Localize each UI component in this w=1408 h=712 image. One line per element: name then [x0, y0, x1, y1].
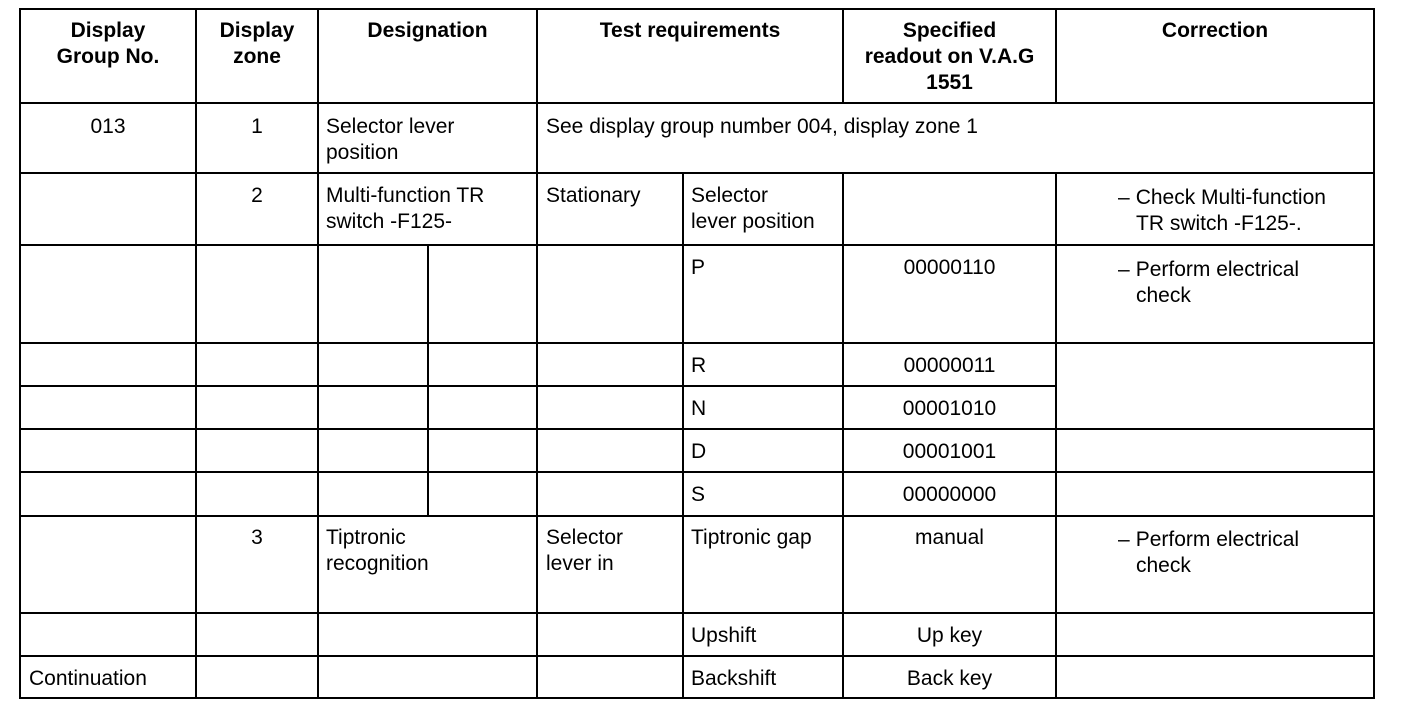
- cell-position-n: N: [691, 397, 707, 420]
- header-test-requirements: Test requirements: [599, 19, 781, 42]
- cell-condition-selector-lever-in: Selector lever in: [546, 526, 624, 575]
- cell-backshift: Backshift: [691, 667, 777, 690]
- cell-readout-p: 00000110: [903, 256, 996, 279]
- cell-readout-d: 00001001: [902, 440, 997, 463]
- cell-readout-up-key: Up key: [916, 624, 983, 647]
- cell-designation-selector-lever: Selector lever position: [326, 115, 455, 164]
- cell-position-s: S: [691, 483, 706, 506]
- cell-correction-perform-check-2: – Perform electrical check: [1118, 528, 1300, 577]
- cell-upshift: Upshift: [691, 624, 757, 647]
- header-designation: Designation: [367, 19, 488, 42]
- cell-continuation: Continuation: [29, 667, 147, 690]
- cell-position-p: P: [691, 256, 706, 279]
- cell-correction-check-switch: – Check Multi-function TR switch -F125-.: [1118, 186, 1326, 235]
- cell-group-013: 013: [90, 115, 126, 138]
- cell-zone-2: 2: [251, 184, 263, 207]
- cell-test-see-display-group: See display group number 004, display zone 1: [546, 115, 978, 138]
- cell-readout-manual: manual: [915, 526, 984, 549]
- cell-readout-n: 00001010: [902, 397, 997, 420]
- cell-designation-multifunction: Multi-function TR switch -F125-: [326, 184, 485, 233]
- cell-position-r: R: [691, 354, 707, 377]
- correction-dash: –: [1118, 528, 1130, 551]
- header-correction: Correction: [1161, 19, 1269, 42]
- cell-zone-3: 3: [251, 526, 263, 549]
- cell-tiptronic-gap: Tiptronic gap: [691, 526, 812, 549]
- header-specified-readout: Specified readout on V.A.G 1551: [864, 19, 1035, 94]
- cell-readout-r: 00000011: [903, 354, 996, 377]
- cell-readout-back-key: Back key: [906, 667, 993, 690]
- header-group-no: Display Group No.: [56, 19, 160, 68]
- cell-correction-perform-check: – Perform electrical check: [1118, 258, 1300, 307]
- correction-dash: –: [1118, 258, 1130, 281]
- cell-readout-s: 00000000: [902, 483, 997, 506]
- cell-designation-tiptronic: Tiptronic recognition: [326, 526, 429, 575]
- correction-dash: –: [1118, 186, 1130, 209]
- header-zone: Display zone: [219, 19, 295, 68]
- cell-position-d: D: [691, 440, 707, 463]
- cell-zone-1: 1: [251, 115, 263, 138]
- cell-condition-stationary: Stationary: [546, 184, 641, 207]
- cell-selector-lever-position: Selector lever position: [691, 184, 815, 233]
